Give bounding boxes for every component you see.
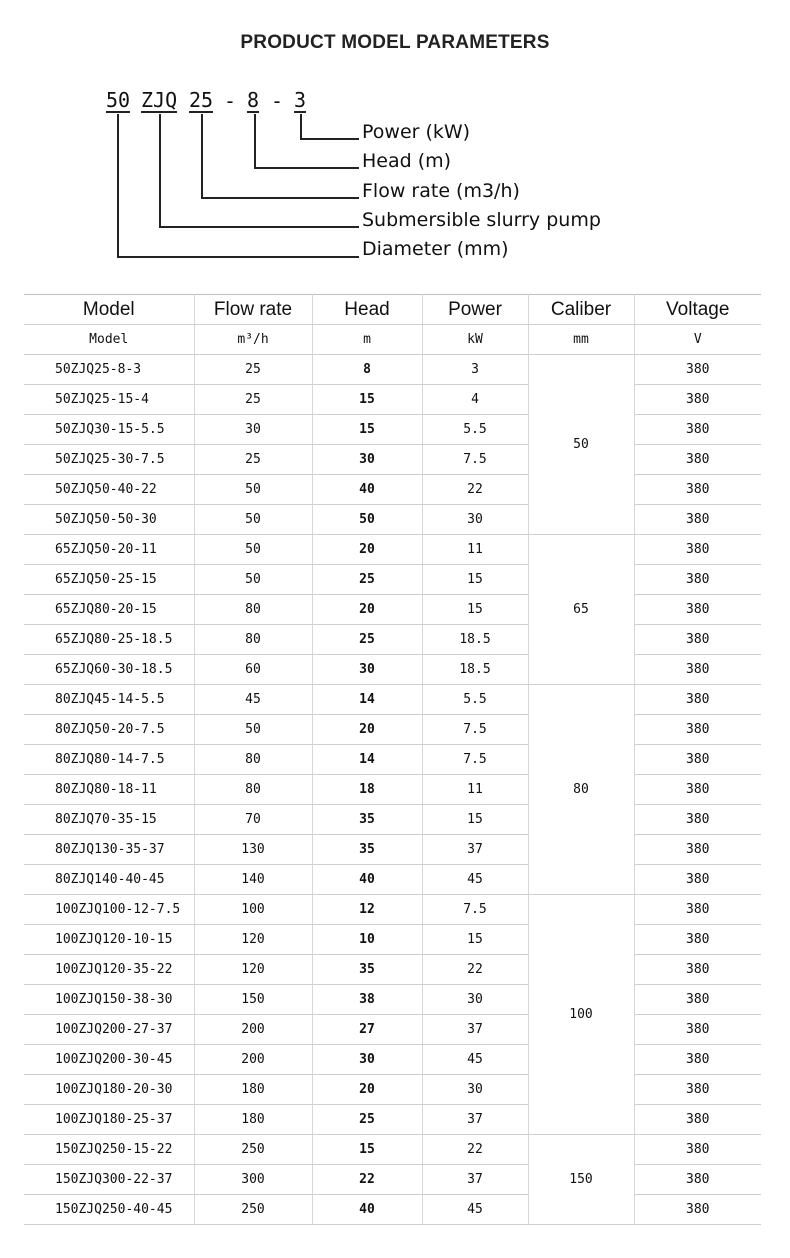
cell-head: 20 xyxy=(312,595,422,625)
unit-power: kW xyxy=(422,325,528,355)
cell-voltage: 380 xyxy=(634,1135,761,1165)
cell-voltage: 380 xyxy=(634,415,761,445)
cell-flow-rate: 30 xyxy=(194,415,312,445)
code-separator: - xyxy=(224,89,237,113)
connector-power-horizontal xyxy=(300,138,359,140)
cell-model: 50ZJQ25-30-7.5 xyxy=(24,445,194,475)
cell-model: 150ZJQ250-40-45 xyxy=(24,1195,194,1225)
cell-flow-rate: 180 xyxy=(194,1105,312,1135)
table-row xyxy=(24,415,761,445)
connector-flow-horizontal xyxy=(201,197,359,199)
connector-diameter-vertical xyxy=(117,114,119,257)
cell-flow-rate: 80 xyxy=(194,745,312,775)
cell-head: 50 xyxy=(312,505,422,535)
cell-head: 8 xyxy=(312,355,422,385)
cell-power: 7.5 xyxy=(422,895,528,925)
cell-caliber: 65 xyxy=(528,535,634,685)
cell-model: 100ZJQ180-20-30 xyxy=(24,1075,194,1105)
cell-model: 100ZJQ200-27-37 xyxy=(24,1015,194,1045)
code-diameter: 50 xyxy=(106,88,131,112)
table-row xyxy=(24,835,761,865)
cell-flow-rate: 200 xyxy=(194,1045,312,1075)
cell-flow-rate: 70 xyxy=(194,805,312,835)
cell-caliber: 150 xyxy=(528,1135,634,1225)
cell-flow-rate: 50 xyxy=(194,535,312,565)
table-row xyxy=(24,925,761,955)
cell-model: 65ZJQ80-25-18.5 xyxy=(24,625,194,655)
table-row xyxy=(24,1105,761,1135)
legend-flow-rate: Flow rate (m3/h) xyxy=(362,180,520,202)
cell-flow-rate: 120 xyxy=(194,955,312,985)
cell-model: 80ZJQ45-14-5.5 xyxy=(24,685,194,715)
cell-model: 50ZJQ30-15-5.5 xyxy=(24,415,194,445)
table-row xyxy=(24,1195,761,1225)
parameters-table xyxy=(24,294,761,1225)
connector-pump-vertical xyxy=(159,114,161,227)
cell-flow-rate: 100 xyxy=(194,895,312,925)
table-body xyxy=(24,355,761,1225)
cell-power: 37 xyxy=(422,835,528,865)
header-model: Model xyxy=(24,295,194,325)
cell-voltage: 380 xyxy=(634,1195,761,1225)
cell-voltage: 380 xyxy=(634,1045,761,1075)
table-row xyxy=(24,565,761,595)
cell-voltage: 380 xyxy=(634,775,761,805)
cell-power: 45 xyxy=(422,1045,528,1075)
cell-power: 15 xyxy=(422,805,528,835)
cell-flow-rate: 200 xyxy=(194,1015,312,1045)
unit-head: m xyxy=(312,325,422,355)
cell-voltage: 380 xyxy=(634,835,761,865)
cell-voltage: 380 xyxy=(634,865,761,895)
cell-voltage: 380 xyxy=(634,1015,761,1045)
cell-flow-rate: 140 xyxy=(194,865,312,895)
header-row xyxy=(24,295,761,325)
cell-power: 15 xyxy=(422,595,528,625)
cell-flow-rate: 25 xyxy=(194,385,312,415)
cell-model: 80ZJQ130-35-37 xyxy=(24,835,194,865)
connector-pump-horizontal xyxy=(159,226,359,228)
header-head: Head xyxy=(312,295,422,325)
unit-flow-rate: m³/h xyxy=(194,325,312,355)
cell-head: 27 xyxy=(312,1015,422,1045)
cell-power: 37 xyxy=(422,1105,528,1135)
cell-head: 20 xyxy=(312,715,422,745)
cell-head: 35 xyxy=(312,805,422,835)
cell-head: 30 xyxy=(312,445,422,475)
table-row xyxy=(24,685,761,715)
table-row xyxy=(24,745,761,775)
code-power: 3 xyxy=(294,88,307,112)
cell-voltage: 380 xyxy=(634,955,761,985)
table-row xyxy=(24,355,761,385)
cell-voltage: 380 xyxy=(634,895,761,925)
cell-flow-rate: 50 xyxy=(194,715,312,745)
cell-head: 40 xyxy=(312,865,422,895)
cell-flow-rate: 250 xyxy=(194,1195,312,1225)
connector-power-vertical xyxy=(300,114,302,139)
table-row xyxy=(24,535,761,565)
cell-power: 15 xyxy=(422,565,528,595)
cell-power: 4 xyxy=(422,385,528,415)
cell-power: 37 xyxy=(422,1165,528,1195)
header-caliber: Caliber xyxy=(528,295,634,325)
cell-voltage: 380 xyxy=(634,1165,761,1195)
table-row xyxy=(24,625,761,655)
legend-power: Power (kW) xyxy=(362,121,471,143)
cell-flow-rate: 300 xyxy=(194,1165,312,1195)
cell-flow-rate: 180 xyxy=(194,1075,312,1105)
legend-pump-type: Submersible slurry pump xyxy=(362,209,601,231)
cell-model: 80ZJQ80-18-11 xyxy=(24,775,194,805)
table-row xyxy=(24,1015,761,1045)
cell-flow-rate: 45 xyxy=(194,685,312,715)
cell-power: 18.5 xyxy=(422,625,528,655)
cell-head: 22 xyxy=(312,1165,422,1195)
code-pump-type: ZJQ xyxy=(141,88,178,112)
cell-model: 65ZJQ80-20-15 xyxy=(24,595,194,625)
cell-voltage: 380 xyxy=(634,475,761,505)
table-row xyxy=(24,865,761,895)
code-flow-rate: 25 xyxy=(189,88,214,112)
cell-power: 7.5 xyxy=(422,445,528,475)
cell-head: 25 xyxy=(312,565,422,595)
cell-head: 20 xyxy=(312,535,422,565)
cell-head: 30 xyxy=(312,1045,422,1075)
cell-power: 11 xyxy=(422,535,528,565)
cell-head: 15 xyxy=(312,385,422,415)
table-row xyxy=(24,1075,761,1105)
cell-flow-rate: 60 xyxy=(194,655,312,685)
cell-power: 30 xyxy=(422,505,528,535)
cell-model: 80ZJQ80-14-7.5 xyxy=(24,745,194,775)
cell-power: 11 xyxy=(422,775,528,805)
cell-power: 45 xyxy=(422,1195,528,1225)
cell-power: 5.5 xyxy=(422,685,528,715)
cell-model: 150ZJQ250-15-22 xyxy=(24,1135,194,1165)
table-row xyxy=(24,505,761,535)
cell-model: 100ZJQ120-35-22 xyxy=(24,955,194,985)
legend-diameter: Diameter (mm) xyxy=(362,238,509,260)
cell-voltage: 380 xyxy=(634,505,761,535)
cell-voltage: 380 xyxy=(634,445,761,475)
cell-head: 40 xyxy=(312,1195,422,1225)
cell-power: 30 xyxy=(422,985,528,1015)
table-row xyxy=(24,1165,761,1195)
cell-caliber: 100 xyxy=(528,895,634,1135)
cell-model: 100ZJQ100-12-7.5 xyxy=(24,895,194,925)
cell-flow-rate: 25 xyxy=(194,355,312,385)
cell-model: 100ZJQ200-30-45 xyxy=(24,1045,194,1075)
cell-head: 25 xyxy=(312,625,422,655)
unit-model: Model xyxy=(24,325,194,355)
table-row xyxy=(24,385,761,415)
table-row xyxy=(24,775,761,805)
cell-flow-rate: 50 xyxy=(194,565,312,595)
cell-head: 35 xyxy=(312,955,422,985)
cell-head: 38 xyxy=(312,985,422,1015)
table-row xyxy=(24,895,761,925)
unit-voltage: V xyxy=(634,325,761,355)
header-flow-rate: Flow rate xyxy=(194,295,312,325)
cell-flow-rate: 150 xyxy=(194,985,312,1015)
cell-voltage: 380 xyxy=(634,655,761,685)
cell-power: 15 xyxy=(422,925,528,955)
cell-power: 37 xyxy=(422,1015,528,1045)
cell-model: 150ZJQ300-22-37 xyxy=(24,1165,194,1195)
cell-model: 80ZJQ50-20-7.5 xyxy=(24,715,194,745)
cell-voltage: 380 xyxy=(634,745,761,775)
cell-voltage: 380 xyxy=(634,565,761,595)
table-row xyxy=(24,595,761,625)
cell-flow-rate: 130 xyxy=(194,835,312,865)
connector-flow-vertical xyxy=(201,114,203,198)
table-row xyxy=(24,445,761,475)
cell-flow-rate: 80 xyxy=(194,595,312,625)
cell-voltage: 380 xyxy=(634,715,761,745)
page-title: PRODUCT MODEL PARAMETERS xyxy=(240,32,550,53)
table-row xyxy=(24,1135,761,1165)
header-power: Power xyxy=(422,295,528,325)
cell-power: 45 xyxy=(422,865,528,895)
cell-model: 80ZJQ70-35-15 xyxy=(24,805,194,835)
cell-voltage: 380 xyxy=(634,625,761,655)
cell-model: 100ZJQ150-38-30 xyxy=(24,985,194,1015)
cell-head: 14 xyxy=(312,745,422,775)
cell-model: 50ZJQ50-40-22 xyxy=(24,475,194,505)
cell-head: 20 xyxy=(312,1075,422,1105)
cell-head: 40 xyxy=(312,475,422,505)
cell-flow-rate: 80 xyxy=(194,625,312,655)
cell-power: 30 xyxy=(422,1075,528,1105)
cell-head: 35 xyxy=(312,835,422,865)
legend-head: Head (m) xyxy=(362,150,452,172)
cell-caliber: 50 xyxy=(528,355,634,535)
cell-voltage: 380 xyxy=(634,385,761,415)
cell-power: 22 xyxy=(422,475,528,505)
code-head: 8 xyxy=(247,88,260,112)
connector-head-horizontal xyxy=(254,167,359,169)
code-separator: - xyxy=(271,89,284,113)
cell-model: 50ZJQ50-50-30 xyxy=(24,505,194,535)
units-row xyxy=(24,325,761,355)
cell-power: 5.5 xyxy=(422,415,528,445)
table-row xyxy=(24,475,761,505)
cell-caliber: 80 xyxy=(528,685,634,895)
cell-flow-rate: 80 xyxy=(194,775,312,805)
cell-voltage: 380 xyxy=(634,535,761,565)
cell-model: 50ZJQ25-8-3 xyxy=(24,355,194,385)
cell-head: 10 xyxy=(312,925,422,955)
cell-flow-rate: 50 xyxy=(194,475,312,505)
table-row xyxy=(24,985,761,1015)
cell-model: 100ZJQ180-25-37 xyxy=(24,1105,194,1135)
cell-power: 22 xyxy=(422,955,528,985)
cell-head: 30 xyxy=(312,655,422,685)
model-code-diagram xyxy=(0,0,790,280)
header-voltage: Voltage xyxy=(634,295,761,325)
cell-voltage: 380 xyxy=(634,355,761,385)
cell-head: 14 xyxy=(312,685,422,715)
cell-power: 7.5 xyxy=(422,745,528,775)
table-row xyxy=(24,805,761,835)
cell-voltage: 380 xyxy=(634,805,761,835)
unit-caliber: mm xyxy=(528,325,634,355)
cell-voltage: 380 xyxy=(634,985,761,1015)
cell-power: 18.5 xyxy=(422,655,528,685)
cell-flow-rate: 25 xyxy=(194,445,312,475)
cell-voltage: 380 xyxy=(634,1105,761,1135)
cell-model: 100ZJQ120-10-15 xyxy=(24,925,194,955)
cell-model: 65ZJQ60-30-18.5 xyxy=(24,655,194,685)
cell-power: 22 xyxy=(422,1135,528,1165)
cell-model: 80ZJQ140-40-45 xyxy=(24,865,194,895)
cell-flow-rate: 250 xyxy=(194,1135,312,1165)
cell-power: 7.5 xyxy=(422,715,528,745)
cell-head: 25 xyxy=(312,1105,422,1135)
connector-diameter-horizontal xyxy=(117,256,359,258)
table-row xyxy=(24,955,761,985)
table-row xyxy=(24,655,761,685)
connector-head-vertical xyxy=(254,114,256,168)
cell-flow-rate: 120 xyxy=(194,925,312,955)
cell-model: 65ZJQ50-20-11 xyxy=(24,535,194,565)
cell-model: 65ZJQ50-25-15 xyxy=(24,565,194,595)
cell-head: 12 xyxy=(312,895,422,925)
cell-head: 15 xyxy=(312,1135,422,1165)
cell-head: 18 xyxy=(312,775,422,805)
cell-power: 3 xyxy=(422,355,528,385)
cell-head: 15 xyxy=(312,415,422,445)
table-row xyxy=(24,1045,761,1075)
table-row xyxy=(24,715,761,745)
cell-voltage: 380 xyxy=(634,1075,761,1105)
cell-voltage: 380 xyxy=(634,925,761,955)
cell-voltage: 380 xyxy=(634,685,761,715)
cell-voltage: 380 xyxy=(634,595,761,625)
cell-flow-rate: 50 xyxy=(194,505,312,535)
cell-model: 50ZJQ25-15-4 xyxy=(24,385,194,415)
